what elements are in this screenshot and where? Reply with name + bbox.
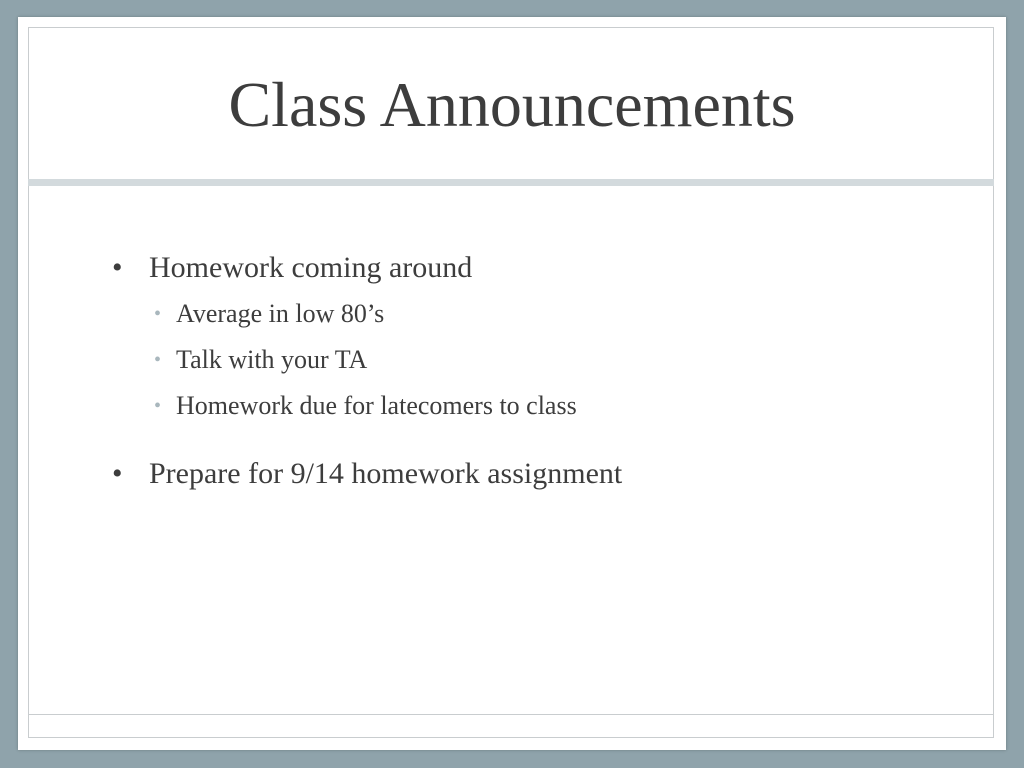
slide-title: Class Announcements <box>228 69 796 140</box>
sub-bullet-text: Average in low 80’s <box>176 299 385 328</box>
sub-bullet-icon: • <box>154 349 162 371</box>
bullet-text: Homework coming around <box>149 251 473 284</box>
bullet-icon: • <box>112 251 123 284</box>
footer-divider <box>28 714 994 715</box>
slide-content <box>18 17 1006 750</box>
slide <box>18 17 1006 750</box>
bullet-text: Prepare for 9/14 homework assignment <box>149 457 623 490</box>
sub-bullet-icon: • <box>154 303 162 325</box>
bullet-icon: • <box>112 457 123 490</box>
sub-bullet-text: Talk with your TA <box>176 345 368 374</box>
sub-bullet-icon: • <box>154 395 162 417</box>
sub-bullet-text: Homework due for latecomers to class <box>176 391 577 420</box>
